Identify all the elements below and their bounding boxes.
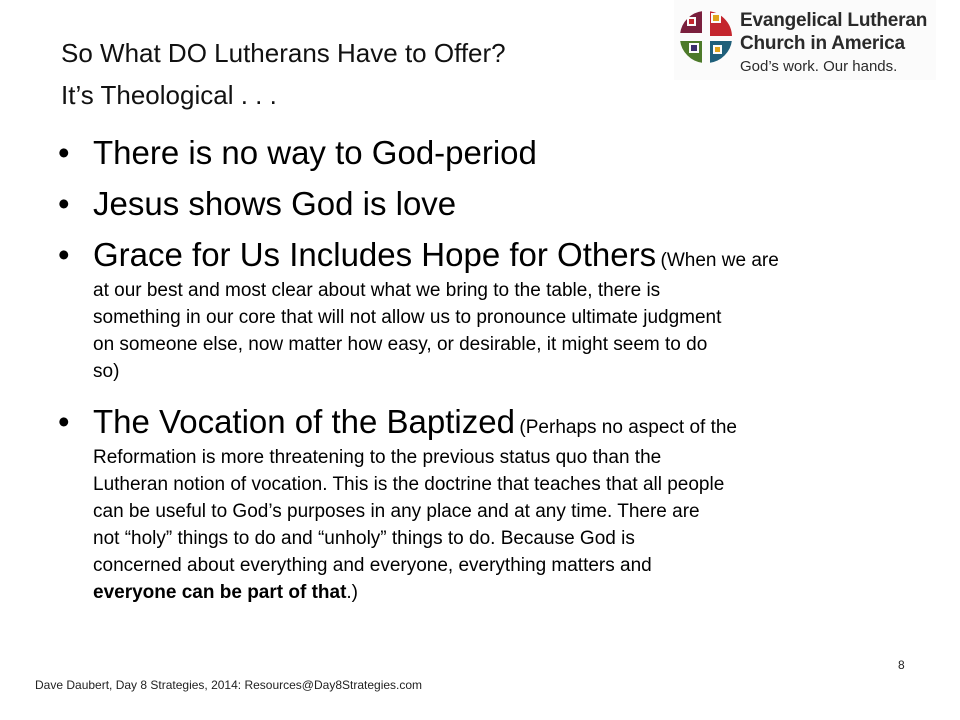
note-tail: .) [346, 582, 359, 603]
note-line: can be useful to God’s purposes in any place and at any time. There are [93, 501, 700, 522]
logo-name-line-2: Church in America [740, 33, 905, 54]
bullet-note-start: (When we are [660, 250, 779, 271]
bullet-note [93, 444, 908, 606]
footer-credit: Dave Daubert, Day 8 Strategies, 2014: Resources@Day8Strategies.com [35, 678, 423, 692]
bullet-dot: • [58, 403, 70, 440]
note-line: Lutheran notion of vocation. This is the doctrine that teaches that all people [93, 474, 725, 495]
note-line: something in our core that will not allow us to pronounce ultimate judgment [93, 307, 722, 328]
bullet-heading: There is no way to God-period [93, 134, 537, 171]
list-item [58, 132, 908, 174]
bullet-dot: • [58, 236, 70, 273]
list-item [58, 401, 908, 606]
elca-cross-icon [676, 6, 736, 68]
note-line: at our best and most clear about what we bring to the table, there is [93, 280, 661, 301]
bullet-note-start: (Perhaps no aspect of the [519, 417, 738, 438]
note-line: on someone else, now matter how easy, or desirable, it might seem to do [93, 334, 708, 355]
note-line-final [93, 579, 908, 606]
elca-logo [674, 0, 936, 80]
note-bold-text: everyone can be part of that [93, 582, 347, 603]
list-item [58, 183, 908, 225]
bullet-note [93, 277, 908, 385]
bullet-heading: Grace for Us Includes Hope for Others [93, 236, 657, 273]
logo-name-line-1: Evangelical Lutheran [740, 10, 928, 31]
bullet-heading-line [93, 401, 908, 450]
bullet-heading: The Vocation of the Baptized [93, 403, 515, 440]
bullet-dot: • [58, 134, 70, 171]
bullet-dot: • [58, 185, 70, 222]
bullet-heading-line [93, 234, 908, 283]
logo-tagline: God’s work. Our hands. [740, 58, 898, 75]
note-line: Reformation is more threatening to the previous status quo than the [93, 447, 662, 468]
bullet-heading: Jesus shows God is love [93, 185, 457, 222]
bullet-list [58, 132, 908, 606]
page-number: 8 [898, 658, 905, 672]
note-line: concerned about everything and everyone, everything matters and [93, 555, 652, 576]
title-line-1: So What DO Lutherans Have to Offer? [61, 38, 506, 68]
note-line: so) [93, 361, 120, 382]
note-line: not “holy” things to do and “unholy” things to do. Because God is [93, 528, 635, 549]
list-item [58, 234, 908, 385]
slide-title [61, 32, 661, 116]
title-line-2: It’s Theological . . . [61, 80, 277, 110]
